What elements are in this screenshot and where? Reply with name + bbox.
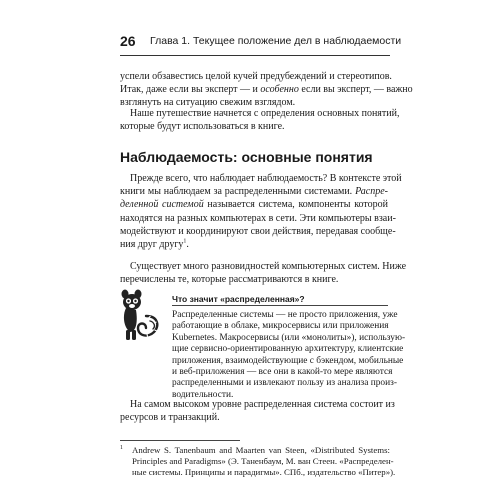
sidebar-title: Что значит «распределенная»? xyxy=(172,294,305,304)
paragraph-line: взглянуть на ситуацию свежим взглядом. xyxy=(120,97,296,109)
paragraph-1 xyxy=(120,70,413,110)
sidebar-line: Распределенные системы — не просто приложения, уже xyxy=(172,310,398,320)
paragraph-line xyxy=(120,83,413,96)
sidebar-line: распределенными и извлекают пользу из анализа произ- xyxy=(172,378,397,389)
emphasis-text: Распре- xyxy=(355,186,388,198)
paragraph-line xyxy=(120,185,388,198)
sidebar-rule xyxy=(172,305,388,306)
paragraph-4 xyxy=(120,260,407,286)
paragraph-line: которые будут использоваться в книге. xyxy=(120,121,285,133)
footnote-rule xyxy=(120,440,240,441)
text-run: если вы эксперт, — важно xyxy=(298,84,413,96)
text-run: ные системы. Принципы и парадигмы». СПб., издательство «Питер»). xyxy=(132,467,396,477)
paragraph-line: На самом высоком уровне распределенная система состоит из xyxy=(130,399,395,410)
footnote-line: $^1$ Andrew S. Tanenbaum and Maarten van Steen, «Distributed Systems: xyxy=(120,445,390,455)
text-run: Principles and Paradigms» (Э. Таненбаум, М. ван Стеен. «Распределен- xyxy=(132,456,394,466)
emphasis-text: особенно xyxy=(260,84,299,96)
paragraph-3 xyxy=(120,172,402,251)
running-head: Глава 1. Текущее положение дел в наблюдаемости xyxy=(150,35,402,47)
lemur-icon xyxy=(116,286,162,348)
paragraph-2 xyxy=(120,107,400,133)
paragraph-line xyxy=(120,198,388,211)
sidebar-line: щие сервисно-ориентированную архитектуру, клиентские xyxy=(172,344,404,355)
paragraph-line xyxy=(120,238,388,251)
paragraph-line: Наше путешествие начнется с определения основных понятий, xyxy=(130,108,400,119)
sidebar-line: работающие в облаке, микросервисы или приложения xyxy=(172,321,389,332)
text-run: Andrew S. Tanenbaum and Maarten van Steen, «Distributed Systems: xyxy=(132,445,390,455)
header-rule xyxy=(120,55,390,56)
paragraph-line: Прежде всего, что наблюдает наблюдаемость? В контексте этой xyxy=(130,173,402,184)
sidebar-line: и веб-приложения — все они в какой-то мере являются xyxy=(172,367,393,378)
paragraph-line: находятся на разных компьютерах в сети. Эти компьютеры взаи- xyxy=(120,212,396,224)
footnote-reference[interactable]: 1 xyxy=(183,238,187,245)
paragraph-line: успели обзавестись целой кучей предубеждений и стереотипов. xyxy=(120,71,392,82)
footnote-line xyxy=(120,467,396,478)
sidebar-line: водительности. xyxy=(172,389,234,400)
text-run: называется система, компоненты которой xyxy=(203,199,388,211)
page-number: 26 xyxy=(120,33,136,49)
sidebar-line: Kubernetes. Макросервисы (или «монолиты»), использую- xyxy=(172,332,406,343)
page-header xyxy=(120,32,402,52)
paragraph-line: Существует много разновидностей компьютерных систем. Ниже xyxy=(130,261,407,272)
paragraph-line: перечислены те, которые рассматриваются в книге. xyxy=(120,274,339,286)
text-run: ния друг другу xyxy=(120,239,184,251)
text-run: Итак, даже если вы эксперт — и xyxy=(120,84,261,96)
emphasis-text: деленной системой xyxy=(120,199,204,211)
paragraph-5 xyxy=(120,398,395,424)
sidebar-text xyxy=(172,310,406,401)
sidebar-line: приложения, взаимодействующие с бэкендом, мобильные xyxy=(172,355,404,366)
footnote xyxy=(120,445,396,478)
text-run: книги мы наблюдаем за распределенными системами. xyxy=(120,186,356,198)
paragraph-line: ресурсов и транзакций. xyxy=(120,412,220,424)
text-run: . xyxy=(186,239,189,251)
section-heading: Наблюдаемость: основные понятия xyxy=(120,149,373,165)
footnote-line xyxy=(120,456,394,467)
paragraph-line: модействуют и координируют свои действия, передавая сообще- xyxy=(120,225,396,237)
